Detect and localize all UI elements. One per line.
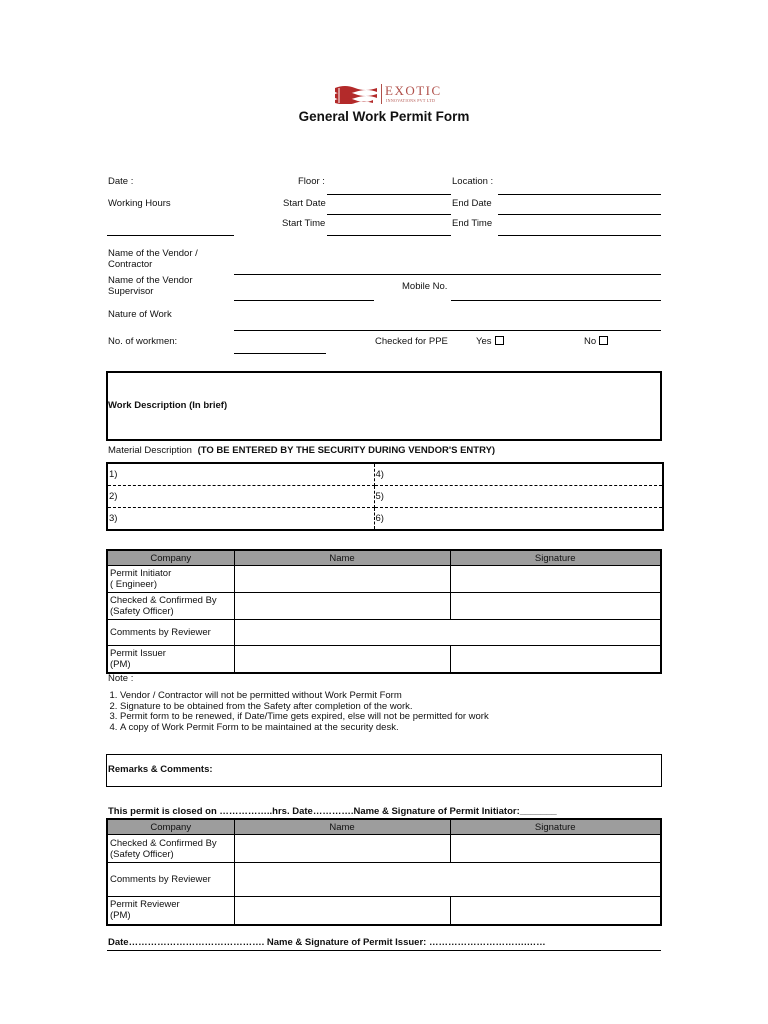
ppe-no-label: No — [584, 336, 597, 347]
role-cell — [107, 620, 234, 646]
start-date-field[interactable] — [327, 214, 451, 215]
permit-closed-line: This permit is closed on ……………..hrs. Date………….Name & Signature of Permit Initiator:_______ — [108, 806, 557, 817]
comments-cell[interactable] — [234, 863, 661, 897]
table-row — [107, 508, 663, 531]
column-header: Company — [107, 819, 234, 835]
location-field[interactable] — [498, 194, 661, 195]
role-title: Permit Reviewer — [110, 899, 180, 911]
working-hours-label: Working Hours — [108, 198, 171, 209]
vendor-name-label-line2: Contractor — [108, 258, 153, 270]
end-time-label: End Time — [452, 218, 493, 229]
vendor-name-label — [108, 249, 198, 270]
floor-label: Floor : — [298, 176, 325, 187]
work-description-label: Work Description (In brief) — [108, 400, 228, 411]
mobile-field[interactable] — [451, 300, 661, 301]
company-logo — [333, 82, 453, 106]
role-title: Checked & Confirmed By — [110, 595, 217, 606]
column-header: Company — [107, 550, 234, 566]
name-cell[interactable] — [234, 897, 450, 925]
role-cell — [107, 593, 234, 620]
table-row — [107, 646, 661, 673]
signature-cell[interactable] — [450, 646, 661, 673]
nature-of-work-label: Nature of Work — [108, 309, 172, 320]
comments-cell[interactable] — [234, 620, 661, 646]
note-item: 3. Permit form to be renewed, if Date/Time gets expired, else will not be permitted for work — [120, 712, 680, 723]
start-time-label: Start Time — [282, 218, 326, 229]
name-cell[interactable] — [234, 835, 450, 863]
material-description-label — [108, 445, 495, 456]
table-row — [107, 620, 661, 646]
table-row — [107, 486, 663, 508]
yes-checkbox[interactable] — [495, 336, 504, 345]
role-cell — [107, 835, 234, 863]
material-item[interactable]: 4) — [374, 463, 663, 486]
note-item: 2. Signature to be obtained from the Safety after completion of the work. — [120, 702, 680, 713]
role-subtitle: ( Engineer) — [110, 579, 157, 590]
material-item[interactable]: 2) — [107, 486, 374, 508]
vendor-supervisor-label-line2: Supervisor — [108, 285, 154, 297]
role-subtitle: (Safety Officer) — [110, 606, 174, 617]
vendor-name-label-line1: Name of the Vendor / — [108, 248, 198, 259]
note-item: 4. A copy of Work Permit Form to be maintained at the security desk. — [120, 723, 680, 734]
column-header: Signature — [450, 550, 661, 566]
notes-list — [107, 691, 680, 733]
column-header: Signature — [450, 819, 661, 835]
location-label: Location : — [452, 176, 494, 187]
role-cell — [107, 897, 234, 925]
name-cell[interactable] — [234, 646, 450, 673]
table-header-row — [107, 819, 661, 835]
role-cell — [107, 566, 234, 593]
working-hours-field[interactable] — [107, 235, 234, 236]
material-table — [106, 462, 664, 531]
logo-name: EXOTIC — [385, 83, 442, 98]
role-cell — [107, 646, 234, 673]
remarks-label: Remarks & Comments: — [108, 764, 213, 775]
logo-tagline: INNOVATIONS PVT LTD — [386, 98, 436, 103]
material-label: Material Description — [108, 445, 192, 456]
signature-cell[interactable] — [450, 897, 661, 925]
logo-divider — [381, 84, 382, 104]
role-subtitle: (Safety Officer) — [110, 848, 174, 860]
table-row — [107, 566, 661, 593]
note-item: 1. Vendor / Contractor will not be permitted without Work Permit Form — [120, 691, 680, 702]
name-cell[interactable] — [234, 593, 450, 620]
footer-rule — [107, 950, 661, 951]
no-checkbox[interactable] — [599, 336, 608, 345]
flag-icon — [333, 84, 379, 104]
table-header-row — [107, 550, 661, 566]
name-cell[interactable] — [234, 566, 450, 593]
work-description-box[interactable] — [106, 371, 662, 441]
signature-cell[interactable] — [450, 593, 661, 620]
remarks-box[interactable] — [106, 754, 662, 787]
vendor-supervisor-label-line1: Name of the Vendor — [108, 275, 193, 286]
ppe-label: Checked for PPE — [375, 336, 448, 347]
closure-table — [106, 818, 662, 926]
role-title: Comments by Reviewer — [110, 627, 211, 638]
vendor-name-field[interactable] — [234, 274, 661, 275]
role-subtitle: (PM) — [110, 658, 131, 670]
nature-of-work-field[interactable] — [234, 330, 661, 331]
end-date-label: End Date — [452, 198, 492, 209]
ppe-yes-option[interactable] — [476, 336, 504, 347]
table-row — [107, 835, 661, 863]
material-item[interactable]: 3) — [107, 508, 374, 531]
table-row — [107, 863, 661, 897]
end-date-field[interactable] — [498, 214, 661, 215]
table-row — [107, 463, 663, 486]
note-label: Note : — [108, 673, 134, 684]
start-time-field[interactable] — [327, 235, 451, 236]
material-item[interactable]: 5) — [374, 486, 663, 508]
signature-cell[interactable] — [450, 835, 661, 863]
ppe-no-option[interactable] — [584, 336, 608, 347]
floor-field[interactable] — [327, 194, 451, 195]
column-header: Name — [234, 819, 450, 835]
page-title: General Work Permit Form — [298, 109, 470, 124]
role-title: Comments by Reviewer — [110, 874, 211, 885]
table-row — [107, 593, 661, 620]
workmen-label: No. of workmen: — [108, 336, 178, 347]
issuer-signature-line: Date……………………………………. Name & Signature of Permit Issuer: ………………………….…… — [108, 937, 546, 948]
column-header: Name — [234, 550, 450, 566]
role-title: Checked & Confirmed By — [110, 837, 217, 849]
vendor-supervisor-field[interactable] — [234, 300, 374, 301]
table-row — [107, 897, 661, 925]
ppe-yes-label: Yes — [476, 336, 492, 347]
signature-cell[interactable] — [450, 566, 661, 593]
role-subtitle: (PM) — [110, 910, 131, 922]
start-date-label: Start Date — [283, 198, 326, 209]
approval-table — [106, 549, 662, 674]
date-label: Date : — [108, 176, 134, 187]
end-time-field[interactable] — [498, 235, 661, 236]
material-note: (TO BE ENTERED BY THE SECURITY DURING VENDOR'S ENTRY) — [197, 445, 496, 456]
material-item[interactable]: 1) — [107, 463, 374, 486]
role-cell — [107, 863, 234, 897]
material-item[interactable]: 6) — [375, 513, 384, 524]
role-title: Permit Issuer — [110, 647, 166, 659]
mobile-label: Mobile No. — [402, 281, 448, 292]
vendor-supervisor-label — [108, 276, 193, 297]
role-title: Permit Initiator — [110, 568, 172, 579]
workmen-field[interactable] — [234, 353, 326, 354]
